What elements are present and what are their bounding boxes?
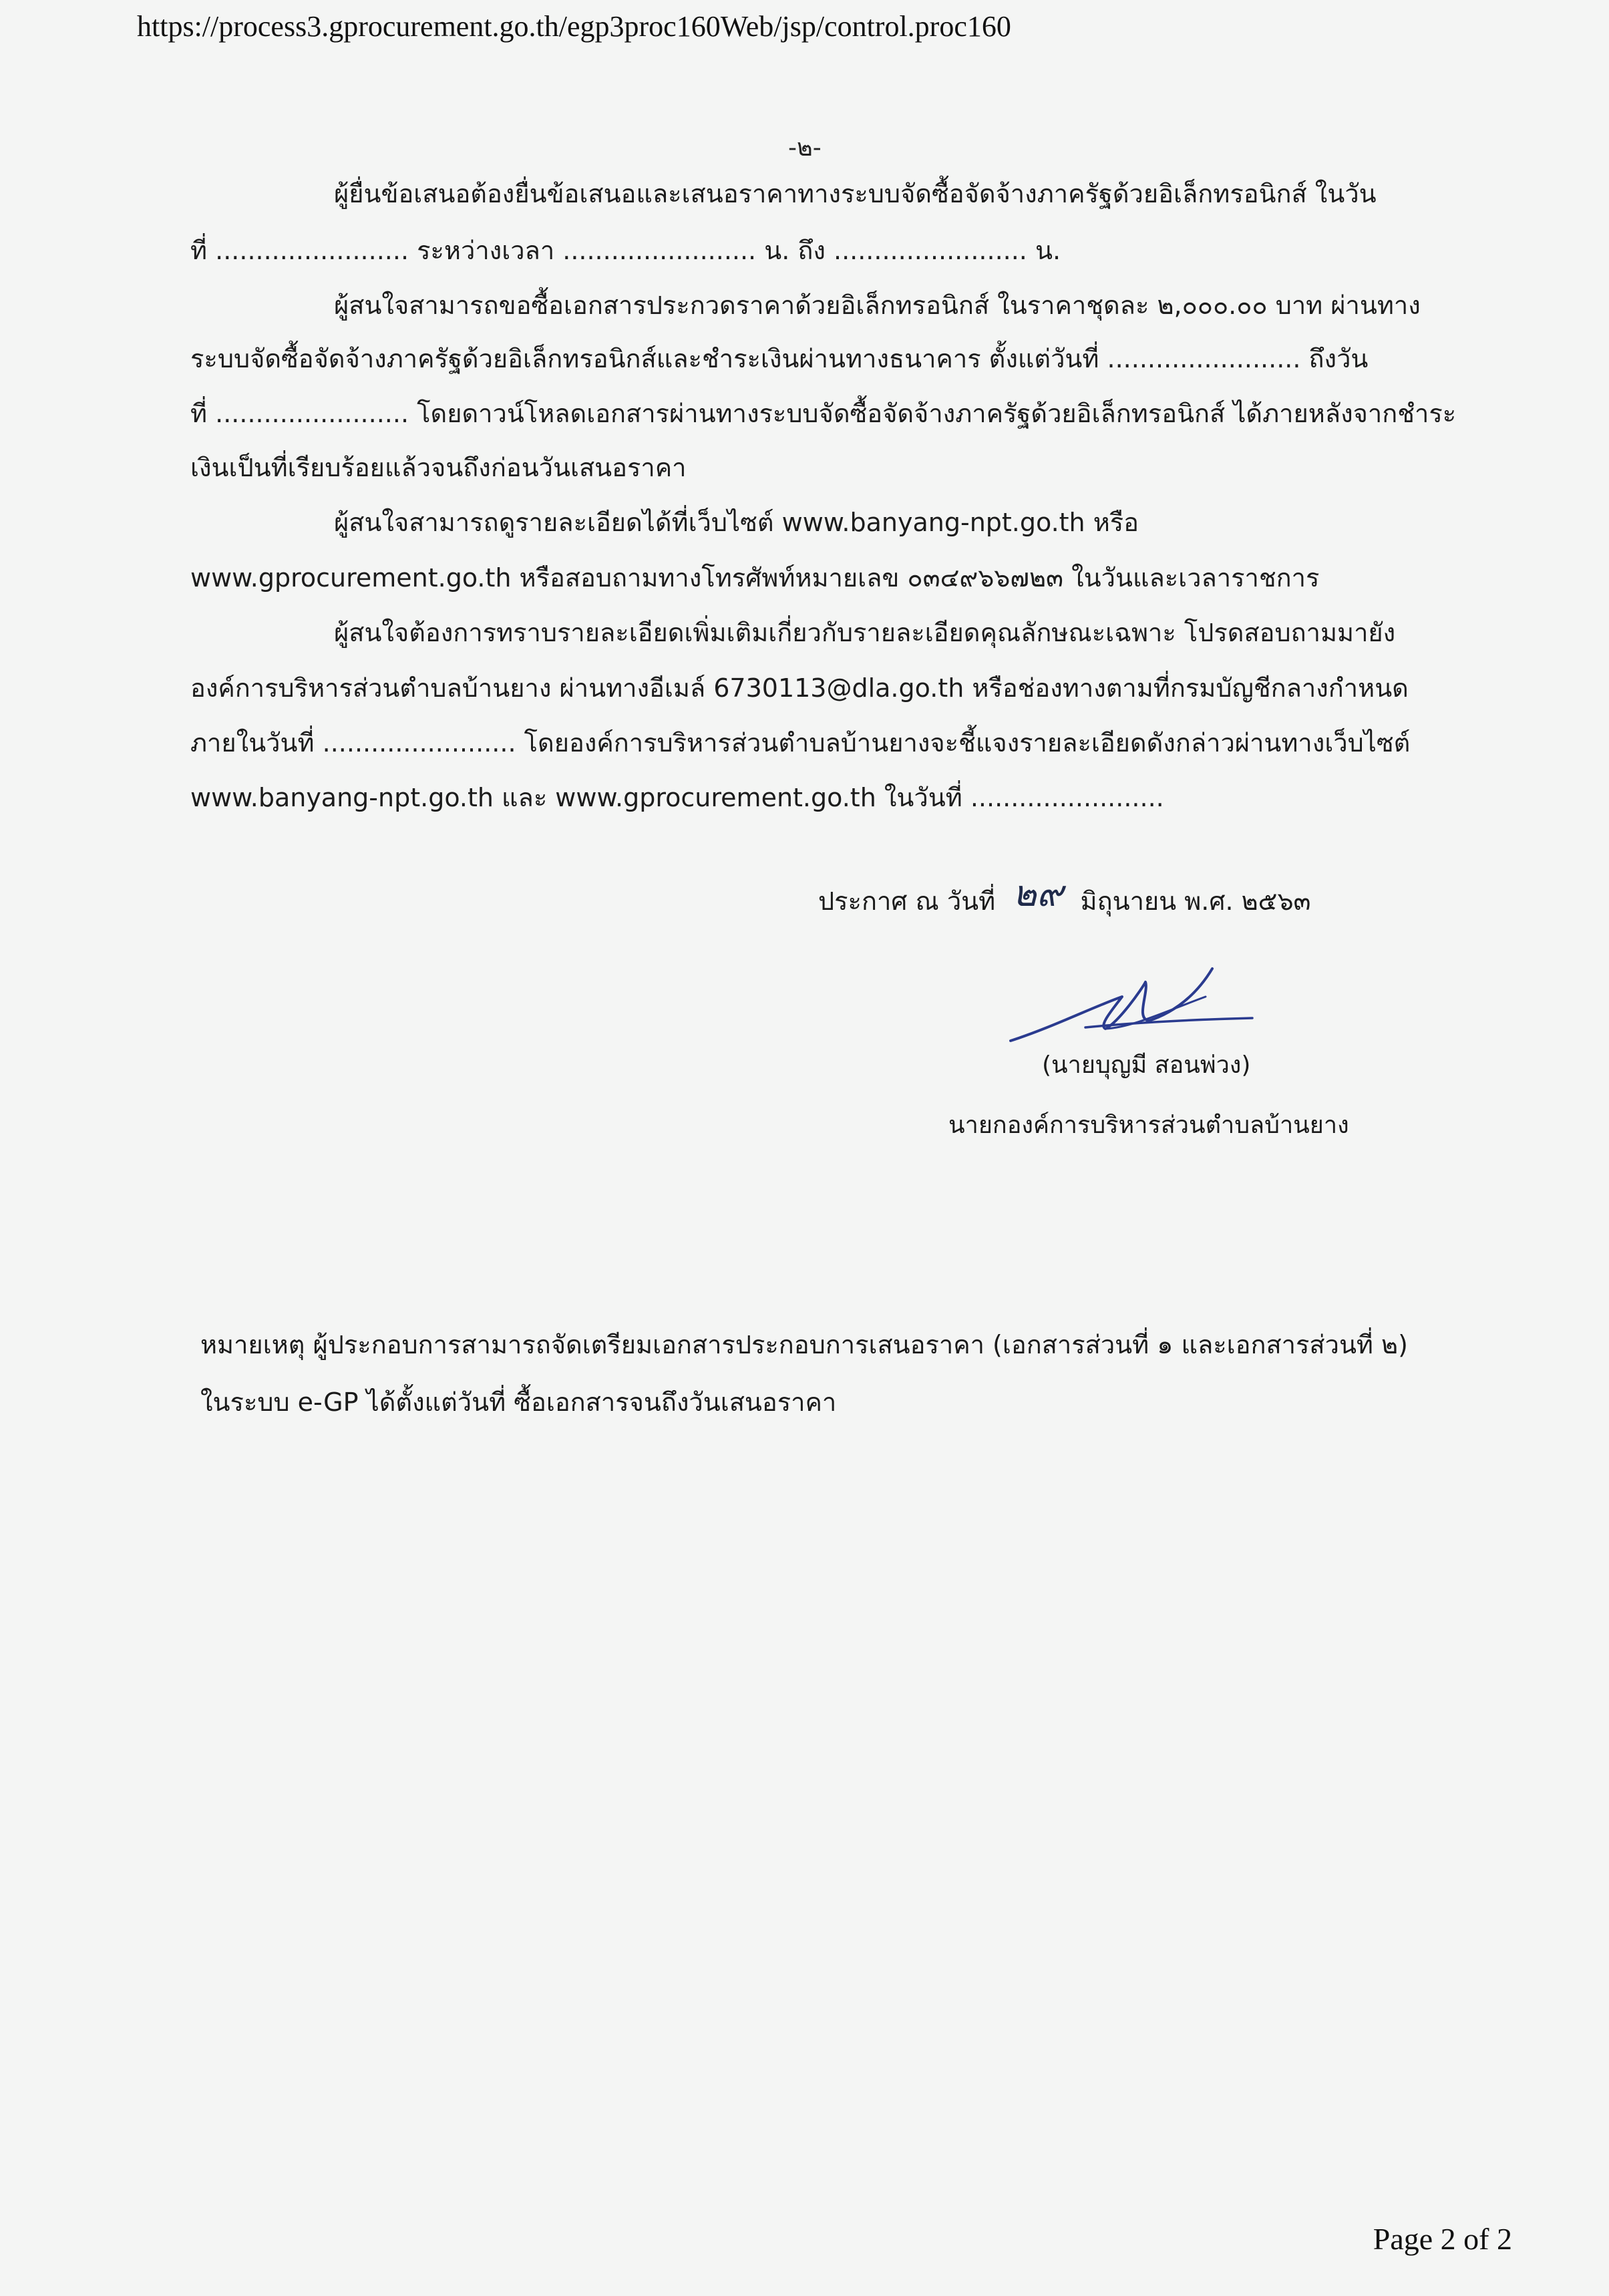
note-line-1: หมายเหตุ ผู้ประกอบการสามารถจัดเตรียมเอกสารประกอบการเสนอราคา (เอกสารส่วนที่ ๑ และเอกสารส่วนที่ ๒) <box>200 1330 1408 1359</box>
announcement-date <box>818 868 1311 926</box>
body-line-2: ที่ ........................ ระหว่างเวลา ........................ น. ถึง ........................ น. <box>190 236 1061 265</box>
body-line-6: เงินเป็นที่เรียบร้อยแล้วจนถึงก่อนวันเสนอราคา <box>190 453 687 482</box>
body-line-10: องค์การบริหารส่วนตำบลบ้านยาง ผ่านทางอีเมล์ 6730113@dla.go.th หรือช่องทางตามที่กรมบัญชีกลางกำหนด <box>190 673 1409 703</box>
body-line-1: ผู้ยื่นข้อเสนอต้องยื่นข้อเสนอและเสนอราคาทางระบบจัดซื้อจัดจ้างภาครัฐด้วยอิเล็กทรอนิกส์ ในวัน <box>334 179 1377 208</box>
body-line-12: www.banyang-npt.go.th และ www.gprocurement.go.th ในวันที่ ........................ <box>190 783 1164 812</box>
body-line-9: ผู้สนใจต้องการทราบรายละเอียดเพิ่มเติมเกี่ยวกับรายละเอียดคุณลักษณะเฉพาะ โปรดสอบถามมายัง <box>334 618 1396 647</box>
signer-name: (นายบุญมี สอนพ่วง) <box>1042 1051 1251 1079</box>
signature-icon <box>1005 955 1259 1055</box>
announcement-day: ๒๙ <box>1013 872 1063 915</box>
announcement-prefix: ประกาศ ณ วันที่ <box>818 886 996 916</box>
body-line-3: ผู้สนใจสามารถขอซื้อเอกสารประกวดราคาด้วยอิเล็กทรอนิกส์ ในราคาชุดละ ๒,๐๐๐.๐๐ บาท ผ่านทาง <box>334 291 1421 320</box>
page-footer: Page 2 of 2 <box>1373 2222 1512 2256</box>
body-line-8: www.gprocurement.go.th หรือสอบถามทางโทรศัพท์หมายเลข ๐๓๔๙๖๖๗๒๓ ในวันและเวลาราชการ <box>190 563 1320 593</box>
signer-position: นายกองค์การบริหารส่วนตำบลบ้านยาง <box>948 1112 1349 1139</box>
body-line-5: ที่ ........................ โดยดาวน์โหลดเอกสารผ่านทางระบบจัดซื้อจัดจ้างภาครัฐด้วยอิเล็กทรอนิกส์ ได้ภายหลังจากชำระ <box>190 399 1457 428</box>
page-number-marker: -๒- <box>788 134 822 162</box>
page-url: https://process3.gprocurement.go.th/egp3proc160Web/jsp/control.proc160 <box>137 10 1011 43</box>
note-line-2: ในระบบ e-GP ได้ตั้งแต่วันที่ ซื้อเอกสารจนถึงวันเสนอราคา <box>200 1387 837 1417</box>
body-line-7: ผู้สนใจสามารถดูรายละเอียดได้ที่เว็บไซต์ www.banyang-npt.go.th หรือ <box>334 508 1139 537</box>
announcement-month-year: มิถุนายน พ.ศ. ๒๕๖๓ <box>1080 886 1311 916</box>
body-line-4: ระบบจัดซื้อจัดจ้างภาครัฐด้วยอิเล็กทรอนิกส์และชำระเงินผ่านทางธนาคาร ตั้งแต่วันที่ ........................ ถึงวัน <box>190 344 1369 373</box>
body-line-11: ภายในวันที่ ........................ โดยองค์การบริหารส่วนตำบลบ้านยางจะชี้แจงรายละเอียดดังกล่าวผ่านทางเว็บไซต์ <box>190 728 1411 758</box>
